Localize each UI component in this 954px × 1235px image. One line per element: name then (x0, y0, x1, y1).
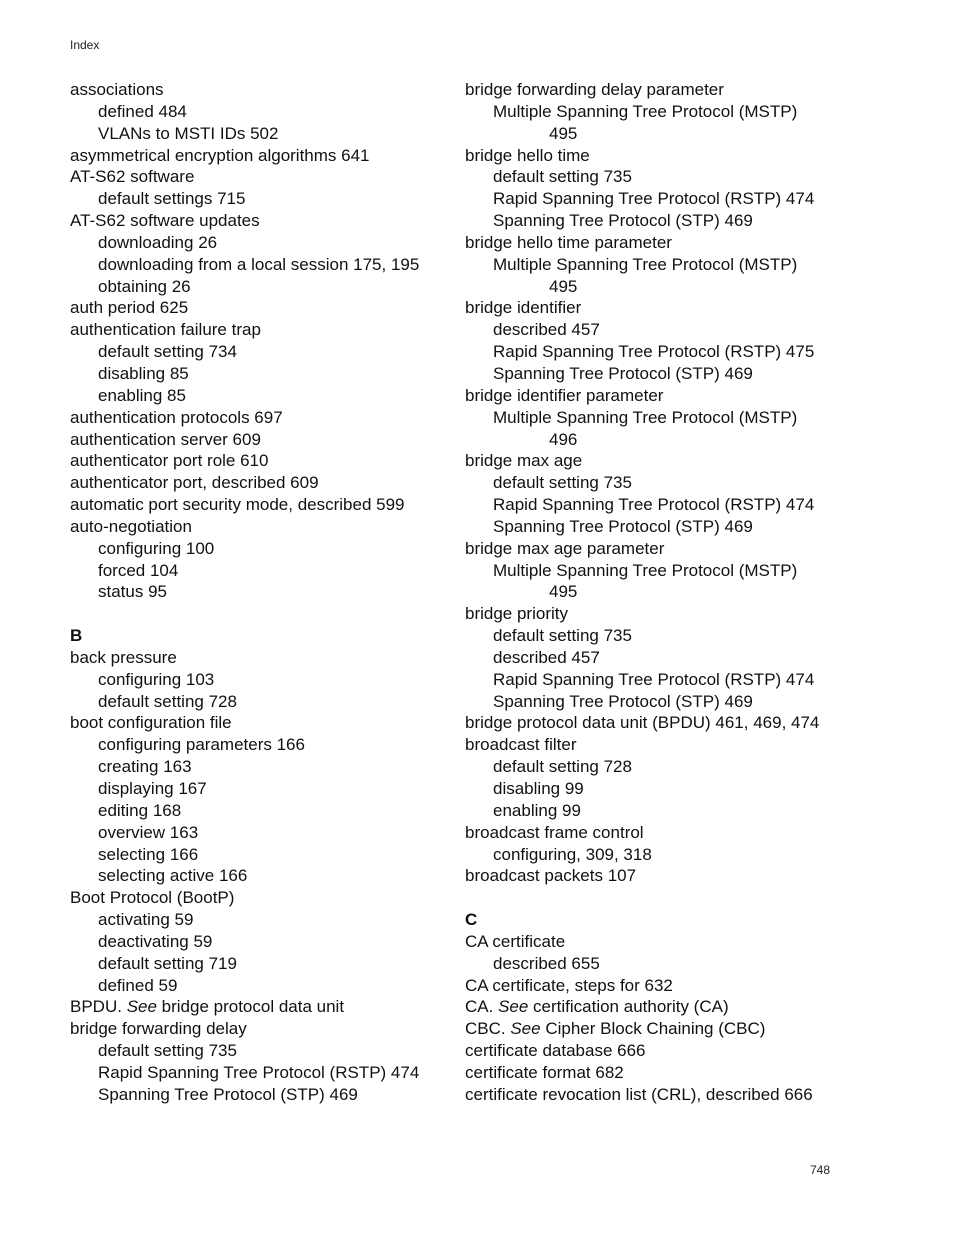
index-subentry: status 95 (98, 582, 167, 602)
index-subentry: enabling 85 (98, 385, 186, 405)
index-subentry: defined 484 (98, 101, 187, 121)
index-entry: Boot Protocol (BootP) (70, 888, 235, 908)
index-subentry: Spanning Tree Protocol (STP) 469 (493, 211, 753, 231)
index-entry: bridge forwarding delay parameter (465, 80, 724, 99)
index-entry: associations (70, 80, 164, 99)
index-entry: AT-S62 software (70, 167, 195, 187)
index-subentry: Rapid Spanning Tree Protocol (RSTP) 474 (98, 1062, 420, 1082)
index-entry: asymmetrical encryption algorithms 641 (70, 145, 370, 165)
index-subentry: enabling 99 (493, 800, 581, 820)
index-entry: bridge hello time (465, 145, 590, 165)
index-term: BPDU. (70, 997, 127, 1017)
index-subentry: default setting 734 (98, 342, 237, 362)
index-entry: CA certificate, steps for 632 (465, 975, 673, 995)
index-subentry: VLANs to MSTI IDs 502 (98, 123, 279, 143)
index-subentry: displaying 167 (98, 779, 207, 798)
index-subentry: Multiple Spanning Tree Protocol (MSTP) (493, 254, 798, 274)
index-subentry: default setting 735 (98, 1041, 237, 1061)
index-entry: authentication server 609 (70, 429, 261, 449)
index-subentry: configuring, 309, 318 (493, 844, 652, 864)
index-subentry: Rapid Spanning Tree Protocol (RSTP) 474 (493, 495, 815, 515)
index-spacer (465, 887, 865, 909)
index-subentry: downloading from a local session 175, 195 (98, 254, 420, 274)
index-subentry: Rapid Spanning Tree Protocol (RSTP) 475 (493, 342, 815, 362)
index-subentry: disabling 85 (98, 363, 189, 383)
index-subentry: configuring parameters 166 (98, 735, 305, 755)
index-subentry: Multiple Spanning Tree Protocol (MSTP) (493, 560, 798, 580)
see-reference-target: certification authority (CA) (528, 997, 729, 1017)
index-subentry: Spanning Tree Protocol (STP) 469 (493, 516, 753, 536)
index-entry: auto-negotiation (70, 516, 192, 536)
index-letter-heading: C (465, 910, 478, 930)
index-entry: bridge max age parameter (465, 538, 665, 558)
index-entry: bridge identifier parameter (465, 385, 664, 405)
index-subentry: configuring 100 (98, 538, 215, 558)
index-subentry: defined 59 (98, 975, 178, 995)
index-letter-heading: B (70, 626, 83, 646)
index-entry: bridge priority (465, 604, 568, 624)
index-entry: certificate revocation list (CRL), described 666 (465, 1084, 813, 1104)
index-subentry: default setting 728 (493, 757, 632, 777)
index-subentry: overview 163 (98, 822, 199, 842)
index-subentry: default settings 715 (98, 189, 246, 209)
index-subentry: forced 104 (98, 560, 179, 580)
index-term: CA. (465, 997, 499, 1017)
index-subentry: Multiple Spanning Tree Protocol (MSTP) (493, 407, 798, 427)
index-subentry: Rapid Spanning Tree Protocol (RSTP) 474 (493, 669, 815, 689)
index-entry: boot configuration file (70, 713, 232, 733)
index-column-right (465, 79, 865, 1106)
index-subentry: default setting 719 (98, 953, 237, 973)
index-entry: auth period 625 (70, 298, 189, 318)
index-subentry: deactivating 59 (98, 931, 213, 951)
index-entry: certificate format 682 (465, 1062, 624, 1082)
index-subentry: 495 (549, 276, 578, 296)
index-subentry: Spanning Tree Protocol (STP) 469 (493, 363, 753, 383)
index-subentry: Rapid Spanning Tree Protocol (RSTP) 474 (493, 189, 815, 209)
see-reference-label: See (126, 997, 157, 1017)
index-subentry: described 457 (493, 320, 600, 340)
index-entry: bridge forwarding delay (70, 1019, 247, 1039)
index-entry: certificate database 666 (465, 1041, 646, 1061)
index-subentry: selecting active 166 (98, 866, 248, 886)
index-entry: back pressure (70, 647, 177, 667)
index-entry: automatic port security mode, described 599 (70, 495, 405, 515)
index-subentry: selecting 166 (98, 844, 199, 864)
index-subentry: downloading 26 (98, 232, 218, 252)
index-subentry: 495 (549, 123, 578, 143)
index-entry: AT-S62 software updates (70, 211, 260, 231)
see-reference-label: See (510, 1019, 541, 1039)
index-subentry: described 655 (493, 953, 600, 973)
index-subentry: default setting 735 (493, 167, 632, 187)
see-reference-target: Cipher Block Chaining (CBC) (540, 1019, 766, 1039)
index-entry: bridge protocol data unit (BPDU) 461, 469, 474 (465, 713, 820, 733)
index-subentry: Spanning Tree Protocol (STP) 469 (493, 691, 753, 711)
index-entry: bridge identifier (465, 298, 582, 318)
index-column-left (70, 79, 450, 1106)
index-entry: authenticator port, described 609 (70, 473, 319, 493)
page-number: 748 (810, 1163, 831, 1177)
index-entry: broadcast packets 107 (465, 866, 637, 886)
index-subentry: 495 (549, 582, 578, 602)
see-reference-target: bridge protocol data unit (156, 997, 345, 1017)
index-entry-cross-reference (465, 1018, 865, 1040)
index-subentry: creating 163 (98, 757, 192, 777)
running-header: Index (70, 38, 100, 52)
index-subentry: 496 (549, 429, 578, 449)
index-entry: authentication protocols 697 (70, 407, 283, 427)
index-entry: bridge max age (465, 451, 583, 471)
see-reference-label: See (498, 997, 529, 1017)
index-entry: broadcast filter (465, 735, 577, 755)
index-entry: broadcast frame control (465, 822, 644, 842)
index-subentry: obtaining 26 (98, 276, 191, 296)
index-entry-cross-reference (70, 996, 450, 1018)
index-entry: CA certificate (465, 931, 566, 951)
index-entry: bridge hello time parameter (465, 232, 672, 252)
index-subentry: disabling 99 (493, 779, 584, 798)
index-subentry: editing 168 (98, 800, 182, 820)
index-subentry: default setting 735 (493, 626, 632, 646)
index-entry: authentication failure trap (70, 320, 261, 340)
index-subentry: activating 59 (98, 910, 194, 930)
index-entry-cross-reference (465, 996, 865, 1018)
index-subentry: described 457 (493, 647, 600, 667)
index-spacer (70, 603, 450, 625)
index-subentry: configuring 103 (98, 669, 215, 689)
index-subentry: default setting 728 (98, 691, 237, 711)
index-subentry: default setting 735 (493, 473, 632, 493)
index-entry: authenticator port role 610 (70, 451, 269, 471)
index-subentry: Spanning Tree Protocol (STP) 469 (98, 1084, 358, 1104)
index-subentry: Multiple Spanning Tree Protocol (MSTP) (493, 101, 798, 121)
index-term: CBC. (465, 1019, 511, 1039)
